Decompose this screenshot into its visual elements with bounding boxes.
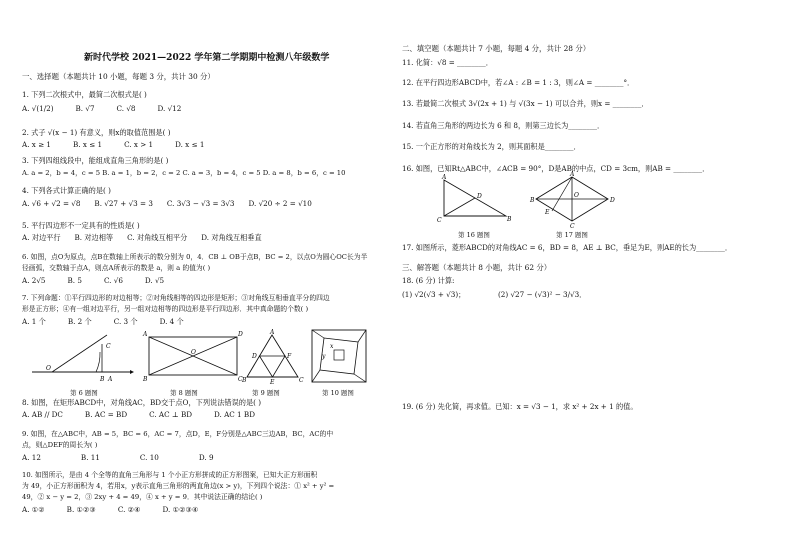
fig17-label-a: A (570, 171, 575, 178)
q10-line1: 10. 如图所示，是由 4 个全等的直角三角形与 1 个小正方形拼成的正方形图案，已知大正方形面积 (22, 471, 318, 479)
q3-stem: 3. 下列四组线段中，能组成直角三角形的是( ) (22, 156, 169, 165)
q1-option-c: C. √8 (116, 104, 136, 113)
fig9-caption: 第 9 题图 (252, 389, 280, 397)
q7-options (22, 317, 206, 326)
fig6-ray (52, 335, 107, 372)
fig9-label-b: B (242, 377, 247, 384)
fig6-arrow (130, 370, 134, 374)
q1-stem: 1. 下列二次根式中，最简二次根式是( ) (22, 90, 147, 99)
q5-option-c: C. 对角线互相平分 (127, 233, 188, 242)
q13: 13. 若最简二次根式 3√(2x + 1) 与 √(3x − 1) 可以合并，则x = ________． (402, 99, 649, 108)
q7-option-d: D. 4 个 (159, 317, 184, 326)
q10-options (22, 505, 220, 514)
q18-stem: 18. (6 分) 计算: (402, 276, 455, 285)
q7-line1: 7. 下列命题：①平行四边形的对边相等；②对角线相等的四边形是矩形；③对角线互相垂直平分的四边 (22, 294, 330, 302)
q1-option-a: A. √(1/2) (22, 104, 54, 113)
fig6-label-c: C (106, 343, 111, 350)
fig10-line4 (312, 370, 320, 382)
fig6-label-o: O (46, 365, 51, 372)
fig6-caption: 第 6 题图 (70, 389, 98, 397)
figure-6 (32, 330, 132, 385)
fig10-caption: 第 10 题图 (322, 389, 354, 397)
fig17-label-c: C (570, 223, 575, 230)
q1-options (22, 104, 203, 113)
q1-option-b: B. √7 (75, 104, 95, 113)
fig6-label-b: B (100, 376, 105, 383)
q8-option-b: B. AC = BD (84, 410, 128, 419)
q9-options (22, 453, 236, 462)
fig16-label-d: D (477, 193, 482, 200)
section1-heading: 一、选择题（本题共计 10 小题，每题 3 分，共计 30 分） (22, 72, 215, 81)
fig10-small-square (334, 350, 344, 360)
q7-option-c: C. 3 个 (113, 317, 138, 326)
q12: 12. 在平行四边形ABCD中，若∠A : ∠B = 1 : 3，则∠A = ________°． (402, 78, 635, 87)
fig9-label-a: A (270, 329, 275, 336)
fig17-label-o: O (574, 192, 579, 199)
q10-option-a: A. ①② (22, 505, 45, 514)
q9-option-d: D. 9 (198, 453, 214, 462)
q6-options (22, 276, 186, 285)
fig8-label-o: O (191, 349, 196, 356)
q5-option-b: B. 对边相等 (74, 233, 114, 242)
q8-option-c: C. AC ⊥ BD (149, 410, 192, 419)
fig17-caption: 第 17 题图 (556, 231, 588, 239)
q8-option-d: D. AC 1 BD (214, 410, 255, 419)
q14: 14. 若直角三角形的两边长为 6 和 8，则第三边长为________． (402, 121, 605, 130)
fig9-label-f: F (287, 353, 292, 360)
figure-16 (437, 174, 512, 224)
figure-9 (242, 329, 304, 386)
q9-option-c: C. 10 (139, 453, 159, 462)
q2-option-a: A. x ≥ 1 (22, 140, 51, 149)
section3-heading: 三、解答题（本题共计 8 小题，共计 62 分） (402, 263, 552, 272)
q8-stem: 8. 如图，在矩形ABCD中，对角线AC，BD交于点O，下列说法错误的是( ) (22, 398, 262, 407)
q4-option-d: D. √20 ÷ 2 = √10 (248, 199, 312, 208)
q9-option-a: A. 12 (22, 453, 41, 462)
fig10-outer-square (312, 330, 366, 382)
fig8-label-d: D (238, 331, 243, 338)
q9-line2: 点，则△DEF的周长为( ) (22, 441, 98, 449)
fig16-label-c: C (437, 217, 442, 224)
page-title: 新时代学校 2021—2022 学年第二学期期中检测八年级数学 (84, 53, 330, 63)
fig16-median-cd (444, 198, 475, 216)
fig10-line1 (312, 330, 324, 338)
q10-option-b: B. ①②③ (66, 505, 96, 514)
fig17-altitude-ae (552, 177, 572, 211)
fig8-caption: 第 8 题图 (170, 389, 198, 397)
q2-option-b: B. x ≤ 1 (72, 140, 103, 149)
q7-option-a: A. 1 个 (22, 317, 46, 326)
q4-option-b: B. √27 + √3 = 3 (94, 199, 153, 208)
q6-option-a: A. 2√5 (22, 276, 46, 285)
q2-stem: 2. 式子 √(x − 1) 有意义，则x的取值范围是( ) (22, 128, 171, 137)
fig16-label-a: A (442, 174, 447, 181)
fig17-label-e: E (545, 209, 550, 216)
fig9-label-c: C (299, 377, 304, 384)
fig8-label-a: A (143, 331, 148, 338)
q19: 19. (6 分) 先化简，再求值。已知：x = √3 − 1，求 x² + 2x + 1 的值。 (402, 402, 638, 411)
q6-line1: 6. 如图，点O为原点，点B在数轴上所表示的数分别为 0，4．CB ⊥ OB于点B，BC = 2，以点O为圆心OC长为半 (22, 253, 368, 261)
q8-options (22, 410, 277, 419)
q10-line2: 为 49，小正方形面积为 4，若用x，y表示直角三角形的两直角边(x > y)，下列四个说法：① x² + y² = (22, 482, 335, 490)
figure-8 (143, 331, 243, 383)
q6-option-d: D. √5 (144, 276, 165, 285)
q4-option-a: A. √6 + √2 = √8 (22, 199, 81, 208)
q11: 11. 化简：√8 = ________． (402, 58, 493, 67)
fig8-label-b: B (143, 376, 148, 383)
q4-option-c: C. 3√3 − √3 = 3√3 (166, 199, 235, 208)
fig10-line3 (354, 374, 366, 382)
fig10-label-y: y (322, 353, 326, 360)
q18-part1: (1) √2(√3 + √3)； (402, 290, 466, 299)
fig9-triangle-def (260, 356, 286, 377)
q1-option-d: D. √12 (157, 104, 182, 113)
q7-line2: 形是正方形；④有一组对边平行，另一组对边相等的四边形是平行四边形．其中真命题的个数( ) (22, 305, 309, 313)
q10-line3: 49，② x − y = 2，③ 2xy + 4 = 49，④ x + y = 9．其中说法正确的结论( ) (22, 493, 263, 501)
q2-option-c: C. x > 1 (124, 140, 154, 149)
q4-stem: 4. 下列各式计算正确的是( ) (22, 186, 111, 195)
q10-option-d: D. ①②③④ (162, 505, 199, 514)
fig16-label-b: B (507, 216, 512, 223)
fig17-label-b: B (530, 197, 535, 204)
q3-options: A. a = 2，b = 4，c = 5 B. a = 1，b = 2，c = 2 C. a = 3，b = 4，c = 5 D. a = 8，b = 6，c = 10 (22, 169, 346, 177)
q5-options (22, 233, 284, 242)
section2-heading: 二、填空题（本题共计 7 小题，每题 4 分，共计 28 分） (402, 44, 591, 53)
fig10-line2 (358, 330, 366, 342)
q4-options (22, 199, 334, 208)
figure-10 (310, 328, 370, 384)
fig6-arc (96, 352, 100, 372)
q18-part2: (2) √27 − (√3)² − 3/√3． (498, 290, 587, 299)
q7-option-b: B. 2 个 (67, 317, 92, 326)
figure-17 (530, 171, 615, 230)
q6-option-b: B. 5 (67, 276, 82, 285)
q8-option-a: A. AB // DC (22, 410, 63, 419)
fig9-label-e: E (270, 379, 275, 386)
q9-line1: 9. 如图，在△ABC中，AB = 5，BC = 6，AC = 7，点D，E，F分别是△ABC三边AB，BC，AC的中 (22, 430, 334, 438)
q6-line2: 径画弧，交数轴于点A，则点A所表示的数是 a，则 a 的值为( ) (22, 264, 211, 272)
fig16-caption: 第 16 题图 (458, 231, 490, 239)
q5-stem: 5. 平行四边形不一定具有的性质是( ) (22, 221, 140, 230)
q5-option-a: A. 对边平行 (22, 233, 61, 242)
fig6-label-a: A (108, 376, 113, 383)
q5-option-d: D. 对角线互相垂直 (201, 233, 262, 242)
q2-option-d: D. x ≤ 1 (175, 140, 205, 149)
fig8-label-c: C (238, 376, 243, 383)
q17: 17. 如图所示，菱形ABCD的对角线AC = 6，BD = 8，AE ⊥ BC，垂足为E，则AE的长为________． (402, 243, 733, 252)
fig10-label-x: x (330, 343, 334, 350)
fig10-inner-frame (320, 338, 358, 374)
q16: 16. 如图，已知Rt△ABC中，∠ACB = 90°，D是AB的中点，CD = 3cm，则AB = ________． (402, 164, 710, 173)
q15: 15. 一个正方形的对角线长为 2，则其面积是________． (402, 142, 581, 151)
q9-option-b: B. 11 (80, 453, 100, 462)
fig9-label-d: D (252, 353, 257, 360)
fig17-label-d: D (610, 197, 615, 204)
q10-option-c: C. ②④ (117, 505, 141, 514)
q6-option-c: C. √6 (103, 276, 123, 285)
q2-options (22, 140, 226, 149)
